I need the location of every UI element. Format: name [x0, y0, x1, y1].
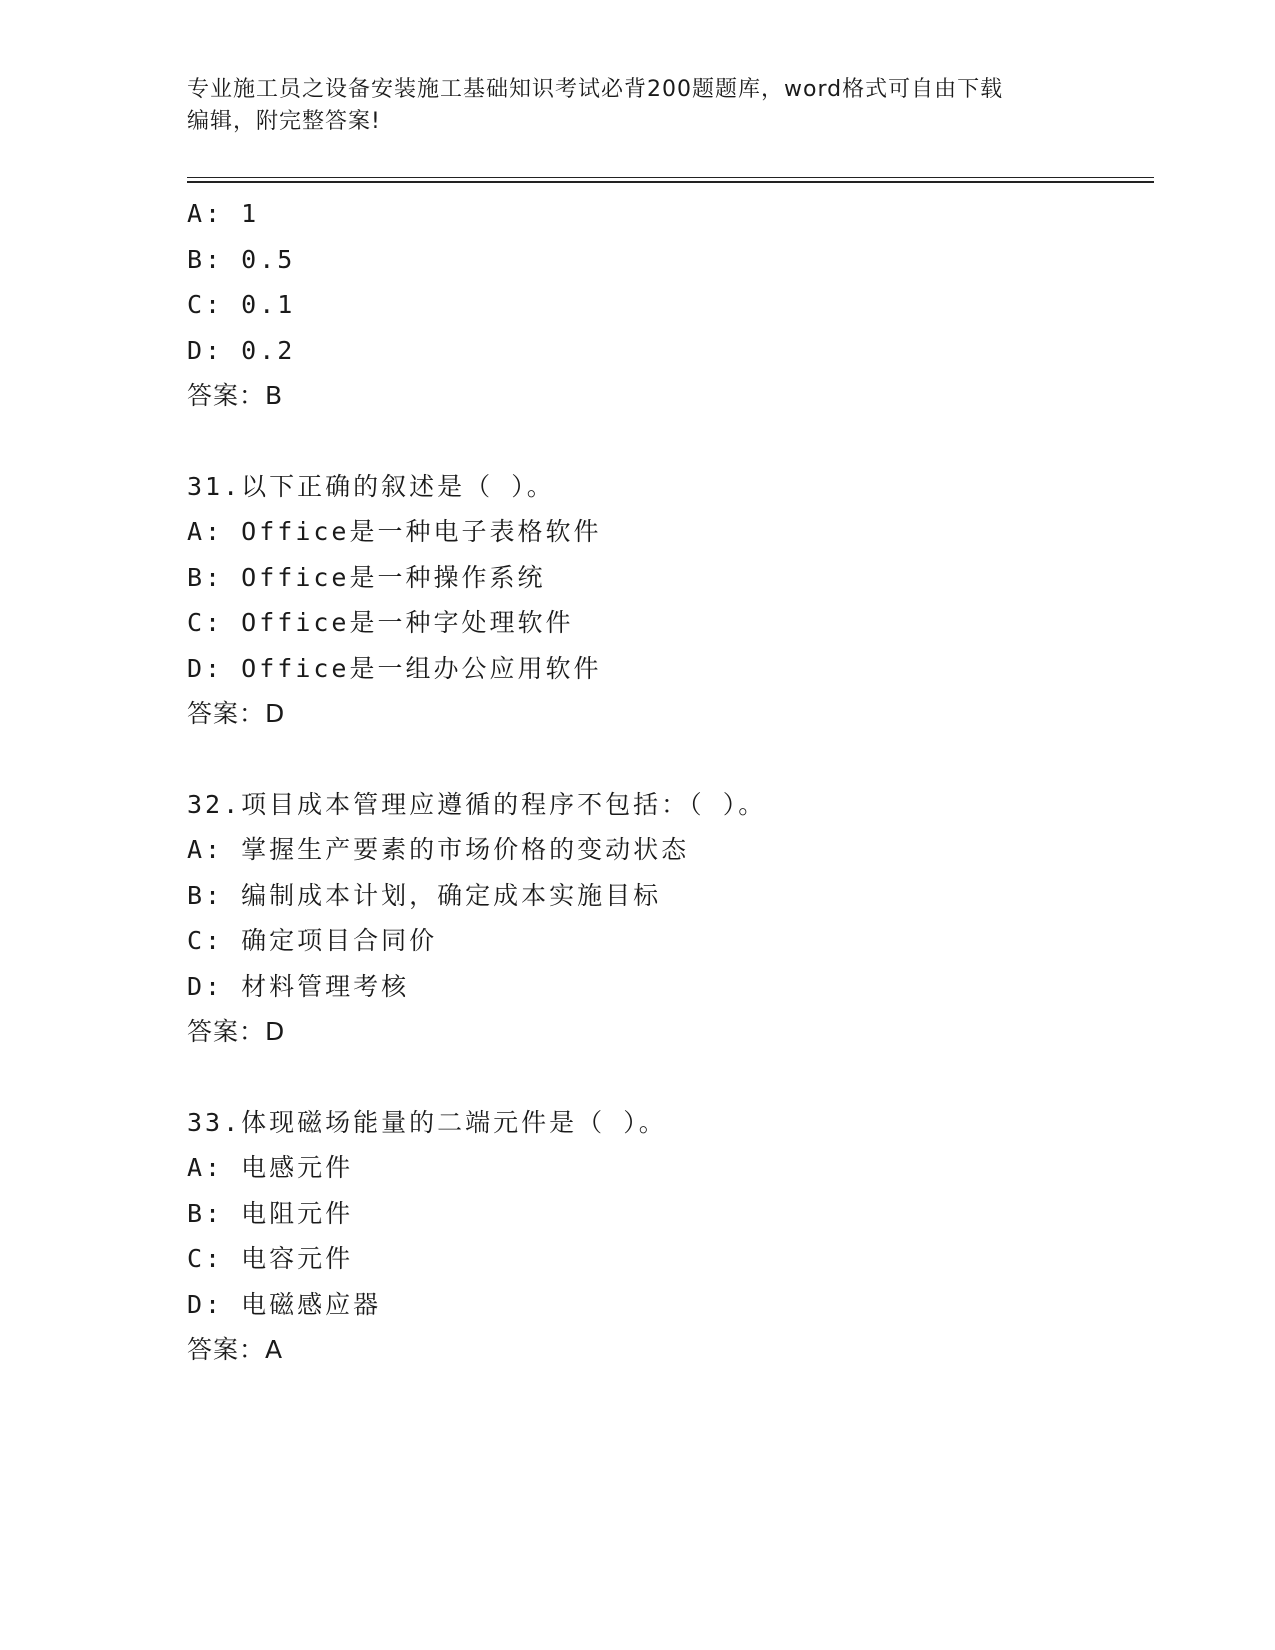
option-a [187, 1145, 1154, 1191]
answer-line [187, 1327, 1154, 1373]
question-number: 33. [187, 1107, 242, 1137]
option-d [187, 964, 1154, 1010]
option-c [187, 282, 1154, 328]
question-text: 体现磁场能量的二端元件是（ ）。 [241, 1107, 667, 1137]
option-c [187, 600, 1154, 646]
option-c [187, 918, 1154, 964]
answer-value: B [265, 381, 284, 410]
option-text: 电阻元件 [241, 1198, 354, 1228]
option-text: 掌握生产要素的市场价格的变动状态 [241, 835, 690, 864]
option-text: 材料管理考核 [241, 971, 410, 1001]
option-d [187, 328, 1154, 374]
option-b [187, 237, 1154, 283]
answer-value: D [265, 699, 286, 728]
header-rule-thin [187, 177, 1154, 178]
option-label: A: [187, 835, 224, 864]
answer-line [187, 691, 1154, 737]
option-label: D: [187, 653, 224, 683]
spacer [187, 737, 1154, 782]
option-label: C: [187, 608, 224, 637]
option-text: 1 [241, 199, 260, 228]
spacer [187, 1055, 1154, 1100]
question-text: 以下正确的叙述是（ ）。 [241, 471, 555, 501]
answer-label: 答案： [187, 381, 266, 410]
option-text: Office是一组办公应用软件 [241, 653, 602, 683]
option-label: B: [187, 244, 224, 274]
option-text: 编制成本计划，确定成本实施目标 [241, 880, 662, 910]
option-text: 电感元件 [241, 1153, 354, 1182]
document-header [187, 74, 1067, 138]
answer-label: 答案： [187, 1017, 266, 1046]
option-text: Office是一种字处理软件 [241, 608, 574, 637]
question-number: 31. [187, 471, 242, 501]
question-stem [187, 1100, 1154, 1146]
spacer [187, 419, 1154, 464]
answer-label: 答案： [187, 699, 266, 728]
answer-line [187, 1009, 1154, 1055]
option-text: 电磁感应器 [241, 1289, 382, 1319]
option-text: Office是一种操作系统 [241, 562, 546, 592]
answer-value: D [265, 1017, 286, 1046]
question-fragment [187, 191, 1154, 419]
option-b [187, 1191, 1154, 1237]
question-31 [187, 464, 1154, 737]
option-label: A: [187, 1153, 224, 1182]
option-label: B: [187, 880, 224, 910]
header-title-line-2: 编辑，附完整答案! [187, 109, 381, 134]
question-number: 32. [187, 789, 242, 819]
option-label: D: [187, 1289, 224, 1319]
option-label: C: [187, 290, 224, 319]
option-label: D: [187, 335, 224, 365]
option-label: A: [187, 517, 224, 546]
answer-label: 答案： [187, 1335, 266, 1364]
option-label: C: [187, 926, 224, 955]
option-text: 0.1 [241, 290, 296, 319]
option-text: 电容元件 [241, 1244, 354, 1273]
question-33 [187, 1100, 1154, 1373]
question-stem [187, 464, 1154, 510]
option-text: 0.2 [241, 335, 296, 365]
option-b [187, 555, 1154, 601]
question-32 [187, 782, 1154, 1055]
option-text: 确定项目合同价 [241, 926, 438, 955]
header-rule-thick [187, 181, 1154, 183]
answer-line [187, 373, 1154, 419]
answer-value: A [265, 1335, 284, 1364]
option-label: A: [187, 199, 224, 228]
option-c [187, 1236, 1154, 1282]
header-title-line-1: 专业施工员之设备安装施工基础知识考试必背200题题库，word格式可自由下载 [187, 77, 1004, 102]
question-stem [187, 782, 1154, 828]
option-label: B: [187, 1198, 224, 1228]
option-label: B: [187, 562, 224, 592]
option-text: Office是一种电子表格软件 [241, 517, 602, 546]
option-a [187, 827, 1154, 873]
option-label: C: [187, 1244, 224, 1273]
option-d [187, 1282, 1154, 1328]
option-label: D: [187, 971, 224, 1001]
option-d [187, 646, 1154, 692]
option-a [187, 509, 1154, 555]
question-text: 项目成本管理应遵循的程序不包括：（ ）。 [241, 789, 767, 819]
question-list [187, 191, 1154, 1373]
option-text: 0.5 [241, 244, 296, 274]
option-b [187, 873, 1154, 919]
option-a [187, 191, 1154, 237]
